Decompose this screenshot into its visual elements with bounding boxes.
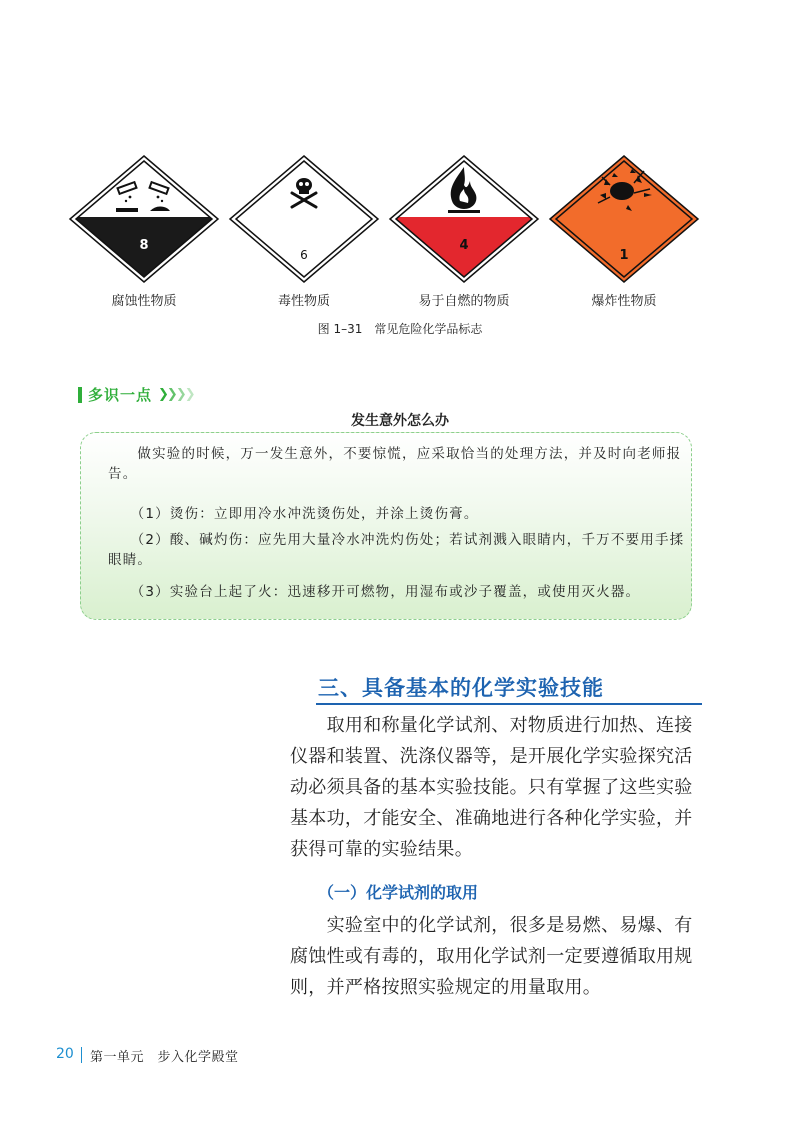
footer-unit-title: 第一单元 步入化学殿堂 [90,1050,239,1065]
chevrons-right-icon: ❯❯❯❯ [158,387,194,402]
flame-diamond-icon [384,155,544,283]
hazard-sign-explosive [544,155,704,283]
sign-number: 1 [619,248,629,263]
sign-caption-toxic: 毒性物质 [277,294,330,309]
sign-number: 6 [300,248,308,262]
footer-separator [81,1047,82,1063]
sign-number: 8 [139,238,149,253]
sign-number: 4 [459,238,469,253]
sign-caption-corrosive: 腐蚀性物质 [111,294,177,309]
knowledge-paragraph: （1）烫伤：立即用冷水冲洗烫伤处，并涂上烫伤膏。 [108,506,479,522]
hazard-sign-flammable [384,155,544,283]
page-number: 20 [56,1046,74,1062]
knowledge-paragraph: （2）酸、碱灼伤：应先用大量冷水冲洗灼伤处；若试剂溅入眼睛内，千万不要用手揉眼睛。 [108,532,685,568]
heading-bar [78,387,82,403]
section-title-underline [316,703,702,705]
figure-caption: 图 1–31 常见危险化学品标志 [317,322,483,336]
subsection-title: （一）化学试剂的取用 [318,883,479,902]
corrosive-diamond-icon [64,155,224,283]
hazard-sign-corrosive [64,155,224,283]
knowledge-paragraph: （3）实验台上起了火：迅速移开可燃物，用湿布或沙子覆盖，或使用灭火器。 [108,584,641,600]
sign-caption-flammable: 易于自燃的物质 [418,294,510,309]
subsection-paragraph: 实验室中的化学试剂，很多是易燃、易爆、有腐蚀性或有毒的，取用化学试剂一定要遵循取用规则，并严格按照实验规定的用量取用。 [290,915,693,998]
knowledge-paragraph: 做实验的时候，万一发生意外，不要惊慌，应采取恰当的处理方法，并及时向老师报告。 [108,446,682,482]
knowledge-box-heading [78,384,194,405]
hazard-sign-toxic [224,155,384,283]
skull-crossbones-diamond-icon [224,155,384,283]
section-title: 三、具备基本的化学实验技能 [318,676,604,700]
knowledge-box-subtitle: 发生意外怎么办 [351,413,449,429]
explosion-diamond-icon [544,155,704,283]
section-paragraph: 取用和称量化学试剂、对物质进行加热、连接仪器和装置、洗涤仪器等，是开展化学实验探究活动必须具备的基本实验技能。只有掌握了这些实验基本功，才能安全、准确地进行各种化学实验，并获得可靠的实验结果。 [290,715,693,860]
sign-caption-explosive: 爆炸性物质 [591,294,657,309]
knowledge-box-title: 多识一点 [88,386,153,404]
